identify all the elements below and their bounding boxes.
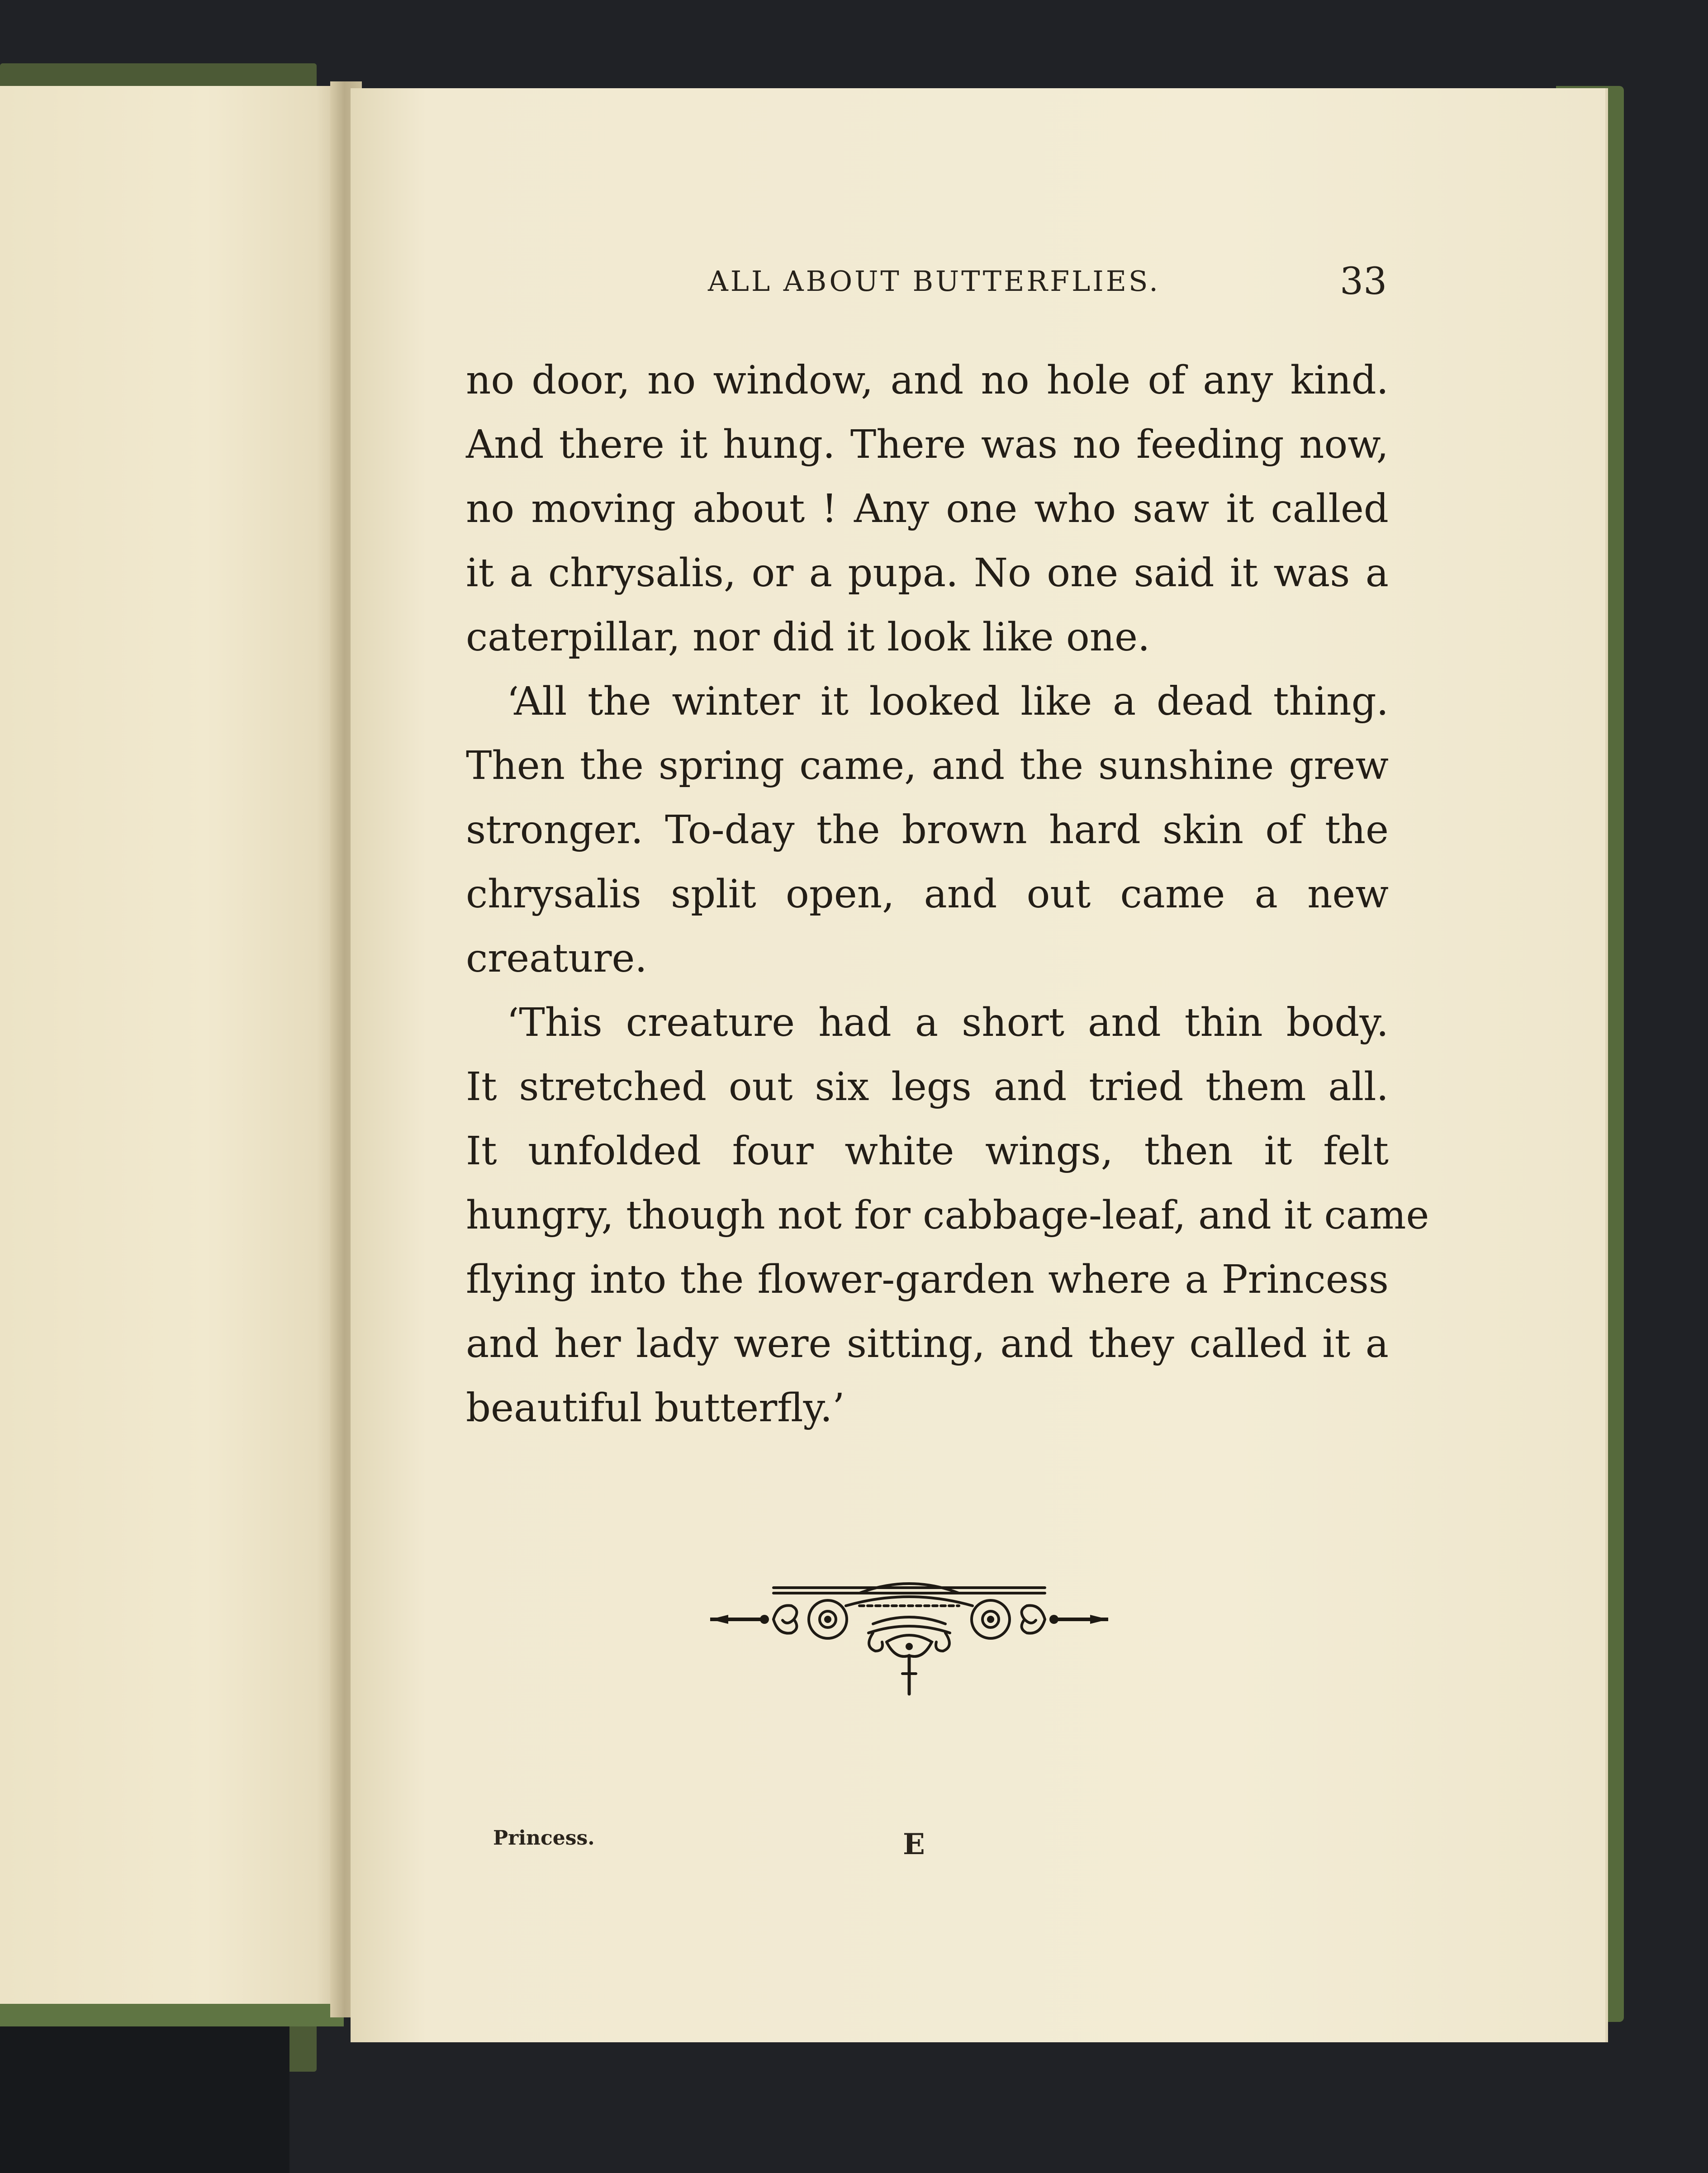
text-line: And there it hung. There was no feeding now,: [466, 422, 1389, 467]
text-line: It unfolded four white wings, then it felt: [466, 1129, 1389, 1174]
text-line: flying into the flower-garden where a Princess: [466, 1257, 1389, 1302]
left-page: [0, 86, 344, 2004]
text-line: hungry, though not for cabbage-leaf, and it came: [466, 1193, 1429, 1238]
text-line: Then the spring came, and the sunshine grew: [466, 743, 1389, 788]
text-line: beautiful butterfly.’: [466, 1385, 845, 1431]
text-line: ‘This creature had a short and thin body.: [507, 1000, 1389, 1045]
text-line: and her lady were sitting, and they called it a: [466, 1321, 1389, 1366]
text-line: ‘All the winter it looked like a dead thing.: [507, 679, 1389, 724]
decorative-tailpiece-icon: [710, 1579, 1108, 1701]
signature-mark: E: [903, 1827, 925, 1861]
page-body-text: [466, 348, 1429, 1440]
running-head: ALL ABOUT BUTTERFLIES.: [708, 265, 1160, 298]
text-line: chrysalis split open, and out came a new: [466, 872, 1389, 917]
text-line: no moving about ! Any one who saw it called: [466, 486, 1389, 531]
text-line: stronger. To-day the brown hard skin of the: [466, 807, 1389, 853]
signature-note: Princess.: [493, 1827, 595, 1850]
book-cover-shadow: [0, 2026, 289, 2173]
page-number: 33: [1340, 260, 1387, 303]
text-line: creature.: [466, 936, 647, 981]
text-line: it a chrysalis, or a pupa. No one said it was a: [466, 550, 1389, 596]
text-line: caterpillar, nor did it look like one.: [466, 615, 1150, 660]
text-line: It stretched out six legs and tried them all.: [466, 1064, 1389, 1110]
text-line: no door, no window, and no hole of any kind.: [466, 358, 1389, 403]
